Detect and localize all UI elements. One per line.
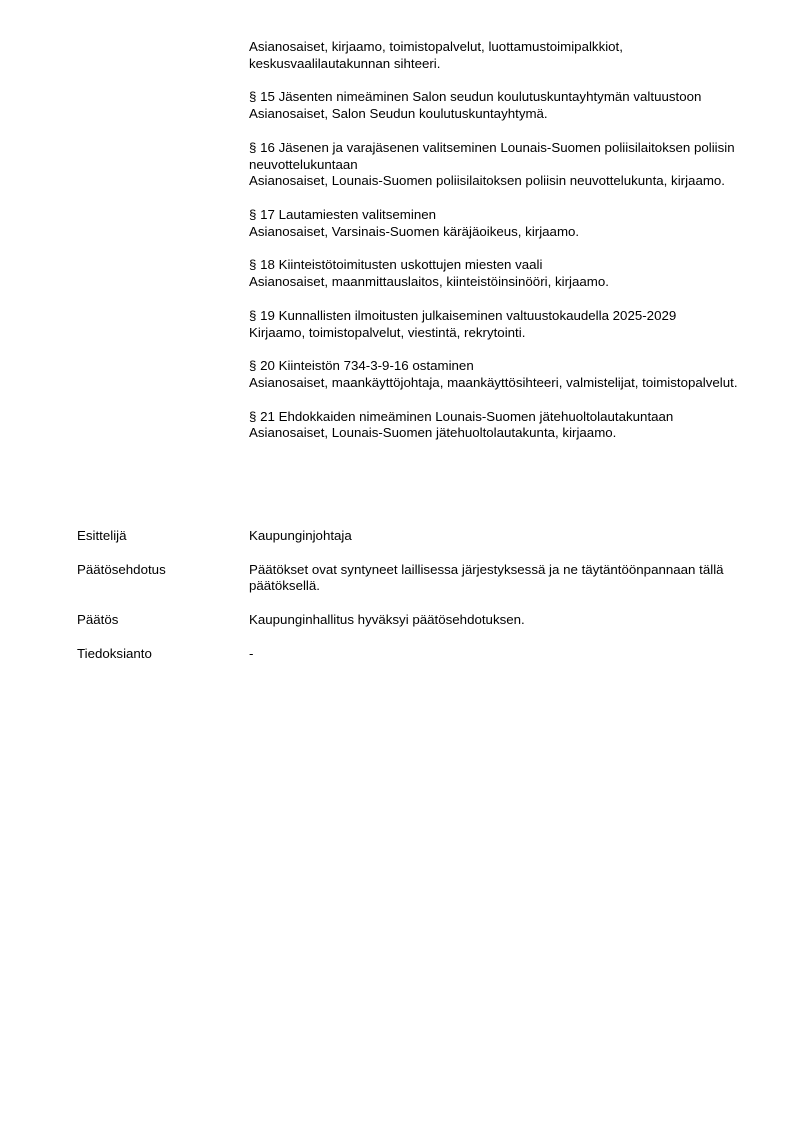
section-title: § 18 Kiinteistötoimitusten uskottujen miesten vaali — [249, 257, 543, 273]
section-title: § 19 Kunnallisten ilmoitusten julkaiseminen valtuustokaudella 2025-2029 — [249, 307, 677, 323]
section-recipients: Asianosaiset, maanmittauslaitos, kiinteistöinsinööri, kirjaamo. — [249, 274, 609, 290]
section-title: § 16 Jäsenen ja varajäsenen valitseminen Lounais-Suomen poliisilaitoksen poliisin neuvottelukuntaan — [249, 139, 735, 172]
meta-label: Päätösehdotus — [77, 561, 166, 577]
meta-row-decision — [77, 612, 757, 629]
meta-label: Päätös — [77, 611, 119, 627]
section-recipients: Kirjaamo, toimistopalvelut, viestintä, rekrytointi. — [249, 324, 526, 340]
section-21 — [249, 409, 749, 443]
meta-label: Esittelijä — [77, 528, 127, 543]
section-16 — [249, 140, 749, 190]
meta-value: Päätökset ovat syntyneet laillisessa järjestyksessä ja ne täytäntöönpannaan tällä päätöksellä. — [249, 561, 724, 594]
section-17 — [249, 207, 749, 241]
section-recipients: Asianosaiset, kirjaamo, toimistopalvelut, luottamustoimipalkkiot, keskusvaalilautakunnan sihteeri. — [249, 39, 623, 71]
section-recipients: Asianosaiset, Lounais-Suomen poliisilaitoksen poliisin neuvottelukunta, kirjaamo. — [249, 173, 726, 189]
section-18 — [249, 257, 749, 291]
section-15 — [249, 89, 749, 123]
section-recipients: Asianosaiset, maankäyttöjohtaja, maankäyttösihteeri, valmistelijat, toimistopalvelut. — [249, 374, 738, 390]
section-19 — [249, 308, 749, 342]
meta-value: Kaupunginhallitus hyväksyi päätösehdotuksen. — [249, 611, 525, 627]
section-title: § 20 Kiinteistön 734-3-9-16 ostaminen — [249, 358, 474, 374]
meta-row-notification — [77, 646, 757, 663]
section-recipients: Asianosaiset, Lounais-Suomen jätehuoltolautakunta, kirjaamo. — [249, 425, 617, 441]
distribution-list — [249, 39, 749, 459]
meta-value: Kaupunginjohtaja — [249, 528, 352, 543]
meta-row-presenter — [77, 528, 757, 545]
decision-meta — [77, 528, 757, 679]
section-recipients: Asianosaiset, Varsinais-Suomen käräjäoikeus, kirjaamo. — [249, 223, 580, 239]
meta-value: - — [249, 645, 254, 661]
meta-label: Tiedoksianto — [77, 645, 152, 661]
section-20 — [249, 358, 749, 392]
section-title: § 17 Lautamiesten valitseminen — [249, 206, 437, 222]
section-recipients: Asianosaiset, Salon Seudun koulutuskuntayhtymä. — [249, 106, 548, 122]
section-continued — [249, 39, 749, 73]
section-title: § 15 Jäsenten nimeäminen Salon seudun koulutuskuntayhtymän valtuustoon — [249, 89, 702, 105]
section-title: § 21 Ehdokkaiden nimeäminen Lounais-Suomen jätehuoltolautakuntaan — [249, 408, 674, 424]
meta-row-proposal — [77, 562, 757, 596]
